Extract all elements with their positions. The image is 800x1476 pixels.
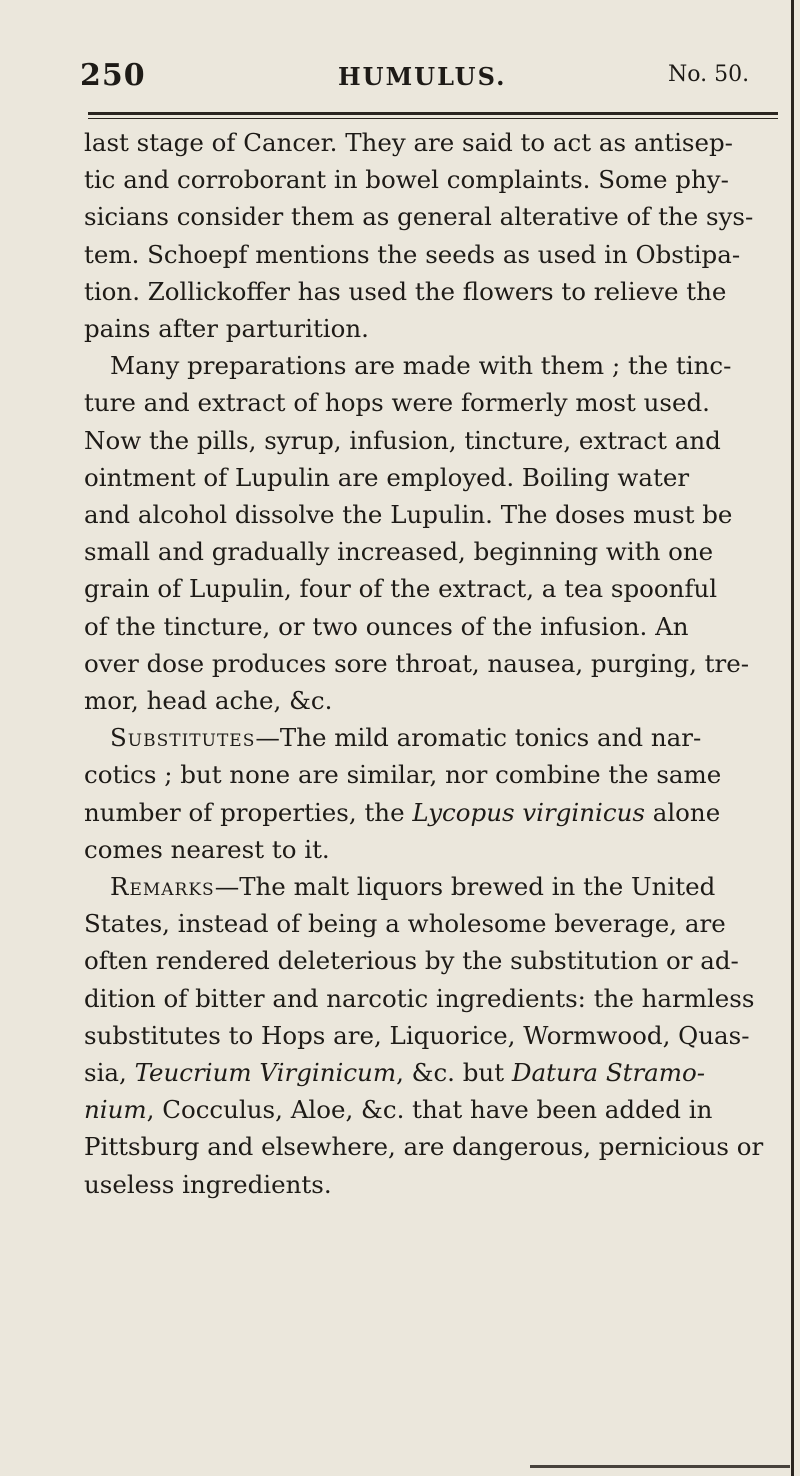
page-edge-shadow bbox=[791, 0, 794, 1476]
page-number: 250 bbox=[80, 58, 146, 93]
page-header bbox=[80, 58, 760, 98]
text-line bbox=[84, 868, 784, 905]
text-line: Many preparations are made with them ; the tinc- bbox=[110, 351, 732, 381]
text-line: small and gradually increased, beginning with one bbox=[84, 537, 714, 567]
text-line: tic and corroborant in bowel complaints. Some phy- bbox=[84, 165, 729, 195]
text-line: useless ingredients. bbox=[84, 1169, 332, 1199]
text-line: tem. Schoepf mentions the seeds as used in Obstipa- bbox=[84, 239, 741, 269]
section-head-substitutes: Substitutes bbox=[110, 723, 256, 753]
text-line bbox=[84, 1091, 784, 1128]
text-line: Now the pills, syrup, infusion, tincture, extract and bbox=[84, 425, 721, 455]
section-head-remarks: Remarks bbox=[110, 872, 215, 902]
text-line: of the tincture, or two ounces of the infusion. An bbox=[84, 611, 689, 641]
text-line: comes nearest to it. bbox=[84, 834, 330, 864]
text-line: sicians consider them as general alterative of the sys- bbox=[84, 202, 754, 232]
text-line: last stage of Cancer. They are said to act as antisep- bbox=[84, 128, 733, 157]
text-run: alone bbox=[644, 797, 721, 827]
text-run: , &c. but bbox=[396, 1058, 512, 1088]
text-line: dition of bitter and narcotic ingredients: the harmless bbox=[84, 983, 755, 1013]
text-line: grain of Lupulin, four of the extract, a tea spoonful bbox=[84, 574, 718, 604]
species-name: nium bbox=[84, 1095, 147, 1125]
plate-number: No. 50. bbox=[668, 62, 750, 87]
header-rule-thin bbox=[88, 118, 778, 119]
text-line: ointment of Lupulin are employed. Boiling water bbox=[84, 462, 690, 492]
text-line: and alcohol dissolve the Lupulin. The doses must be bbox=[84, 500, 733, 530]
text-line: cotics ; but none are similar, nor combine the same bbox=[84, 760, 722, 790]
text-line bbox=[84, 1054, 784, 1091]
species-name: Datura Stramo- bbox=[511, 1058, 706, 1088]
text-run: number of properties, the bbox=[84, 797, 413, 827]
header-rule bbox=[88, 112, 778, 115]
text-line: States, instead of being a wholesome beverage, are bbox=[84, 909, 726, 939]
text-line: mor, head ache, &c. bbox=[84, 686, 333, 716]
running-head: HUMULUS. bbox=[338, 62, 507, 91]
text-line: over dose produces sore throat, nausea, purging, tre- bbox=[84, 648, 749, 678]
text-line: Pittsburg and elsewhere, are dangerous, pernicious or bbox=[84, 1132, 764, 1162]
text-line bbox=[84, 719, 784, 756]
body-text bbox=[84, 124, 784, 1203]
text-run: —The mild aromatic tonics and nar- bbox=[255, 723, 702, 753]
text-line: substitutes to Hops are, Liquorice, Wormwood, Quas- bbox=[84, 1020, 750, 1050]
species-name: Lycopus virginicus bbox=[412, 797, 645, 827]
page-bottom-edge bbox=[530, 1465, 790, 1468]
text-run: sia, bbox=[84, 1058, 135, 1088]
species-name: Teucrium Virginicum bbox=[134, 1058, 397, 1088]
text-line bbox=[84, 794, 784, 831]
text-line: pains after parturition. bbox=[84, 314, 369, 344]
text-line: ture and extract of hops were formerly most used. bbox=[84, 388, 710, 418]
text-run: —The malt liquors brewed in the United bbox=[214, 872, 716, 902]
text-run: , Cocculus, Aloe, &c. that have been added in bbox=[146, 1095, 713, 1125]
text-line: often rendered deleterious by the substitution or ad- bbox=[84, 946, 739, 976]
text-line: tion. Zollickoffer has used the flowers to relieve the bbox=[84, 276, 727, 306]
